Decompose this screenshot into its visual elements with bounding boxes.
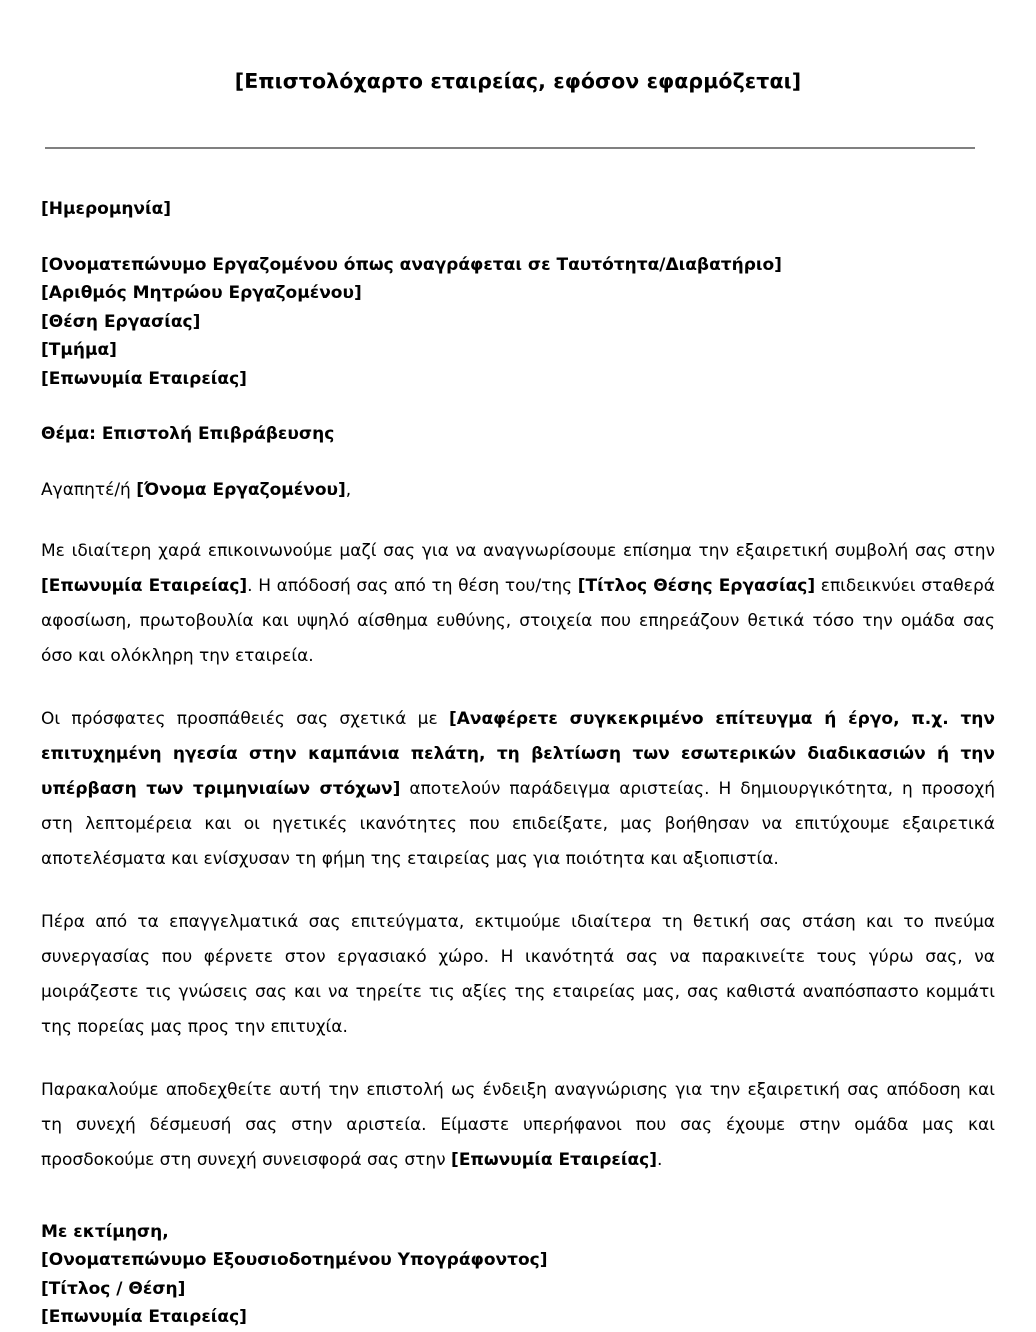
paragraph-4-part-1: Παρακαλούμε αποδεχθείτε αυτή την επιστολή ως ένδειξη αναγνώρισης για την εξαιρετική σας απόδοση και τη συνεχή δέσμευσή σας στην αριστεία. Είμαστε υπερήφανοι που σας έχουμε στην ομάδα μας και προσδοκούμε στη συνεχή συνεισφορά σας στην xyxy=(41,1079,995,1170)
paragraph-1 xyxy=(41,534,995,674)
paragraph-4-company-placeholder: [Επωνυμία Εταιρείας] xyxy=(451,1149,657,1170)
signatory-company-placeholder: [Επωνυμία Εταιρείας] xyxy=(41,1307,247,1328)
signatory-title-placeholder: [Τίτλος / Θέση] xyxy=(41,1278,186,1299)
paragraph-2-part-2: αποτελούν παράδειγμα αριστείας. Η δημιουργικότητα, η προσοχή στη λεπτομέρεια και οι ηγετικές ικανότητες που επιδείξατε, μας βοήθησαν να επιτύχουμε εξαιρετικά αποτελέσματα και ενίσχυσαν τη φήμη της εταιρείας μας για ποιότητα και αξιοπιστία. xyxy=(41,778,995,869)
signatory-name-placeholder: [Ονοματεπώνυμο Εξουσιοδοτημένου Υπογράφοντος] xyxy=(41,1250,548,1271)
recipient-line-department: [Τμήμα] xyxy=(41,340,117,361)
recipient-line-job-title: [Θέση Εργασίας] xyxy=(41,311,201,332)
paragraph-1-part-1: Με ιδιαίτερη χαρά επικοινωνούμε μαζί σας για να αναγνωρίσουμε επίσημα την εξαιρετική συμβολή σας στην xyxy=(41,540,995,561)
recipient-block xyxy=(41,251,995,393)
letter-body xyxy=(0,195,1036,1332)
paragraph-4 xyxy=(41,1073,995,1178)
paragraph-2-achievement-placeholder: [Αναφέρετε συγκεκριμένο επίτευγμα ή έργο, π.χ. την επιτυχημένη ηγεσία στην καμπάνια πελάτη, τη βελτίωση των εσωτερικών διαδικασιών ή την υπέρβαση των τριμηνιαίων στόχων] xyxy=(41,708,995,799)
salutation-name-placeholder: [Όνομα Εργαζομένου] xyxy=(136,480,346,501)
subject-line: Θέμα: Επιστολή Επιβράβευσης xyxy=(41,424,335,445)
salutation-suffix: , xyxy=(345,480,352,501)
closing-block xyxy=(41,1218,995,1332)
paragraph-2-part-1: Οι πρόσφατες προσπάθειές σας σχετικά με xyxy=(41,708,449,729)
paragraph-3: Πέρα από τα επαγγελματικά σας επιτεύγματα, εκτιμούμε ιδιαίτερα τη θετική σας στάση και το πνεύμα συνεργασίας που φέρνετε στον εργασιακό χώρο. Η ικανότητά σας να παρακινείτε τους γύρω σας, να μοιράζεστε τις γνώσεις σας και να τηρείτε τις αξίες της εταιρείας μας, σας καθιστά αναπόσπαστο κομμάτι της πορείας μας προς την επιτυχία. xyxy=(41,911,995,1037)
paragraph-4-part-2: . xyxy=(657,1149,663,1170)
recipient-line-company: [Επωνυμία Εταιρείας] xyxy=(41,368,247,389)
paragraph-1-part-3: επιδεικνύει σταθερά αφοσίωση, πρωτοβουλία και υψηλό αίσθημα ευθύνης, στοιχεία που επηρεάζουν θετικά τόσο την ομάδα σας όσο και ολόκληρη την εταιρεία. xyxy=(41,575,995,666)
date-placeholder: [Ημερομηνία] xyxy=(41,198,172,219)
salutation-prefix: Αγαπητέ/ή xyxy=(41,480,137,501)
closing-salutation: Με εκτίμηση, xyxy=(41,1221,169,1242)
paragraph-1-job-title-placeholder: [Τίτλος Θέσης Εργασίας] xyxy=(577,575,816,596)
recipient-line-employee-id: [Αριθμός Μητρώου Εργαζομένου] xyxy=(41,283,362,304)
salutation-line xyxy=(41,476,995,504)
letterhead-placeholder: [Επιστολόχαρτο εταιρείας, εφόσον εφαρμόζεται] xyxy=(234,69,802,93)
paragraph-1-company-placeholder: [Επωνυμία Εταιρείας] xyxy=(41,575,248,596)
header-divider xyxy=(45,147,975,149)
paragraph-1-part-2: . Η απόδοσή σας από τη θέση του/της xyxy=(247,575,578,596)
recipient-line-name: [Ονοματεπώνυμο Εργαζομένου όπως αναγράφεται σε Ταυτότητα/Διαβατήριο] xyxy=(41,255,782,276)
paragraph-2 xyxy=(41,702,995,877)
